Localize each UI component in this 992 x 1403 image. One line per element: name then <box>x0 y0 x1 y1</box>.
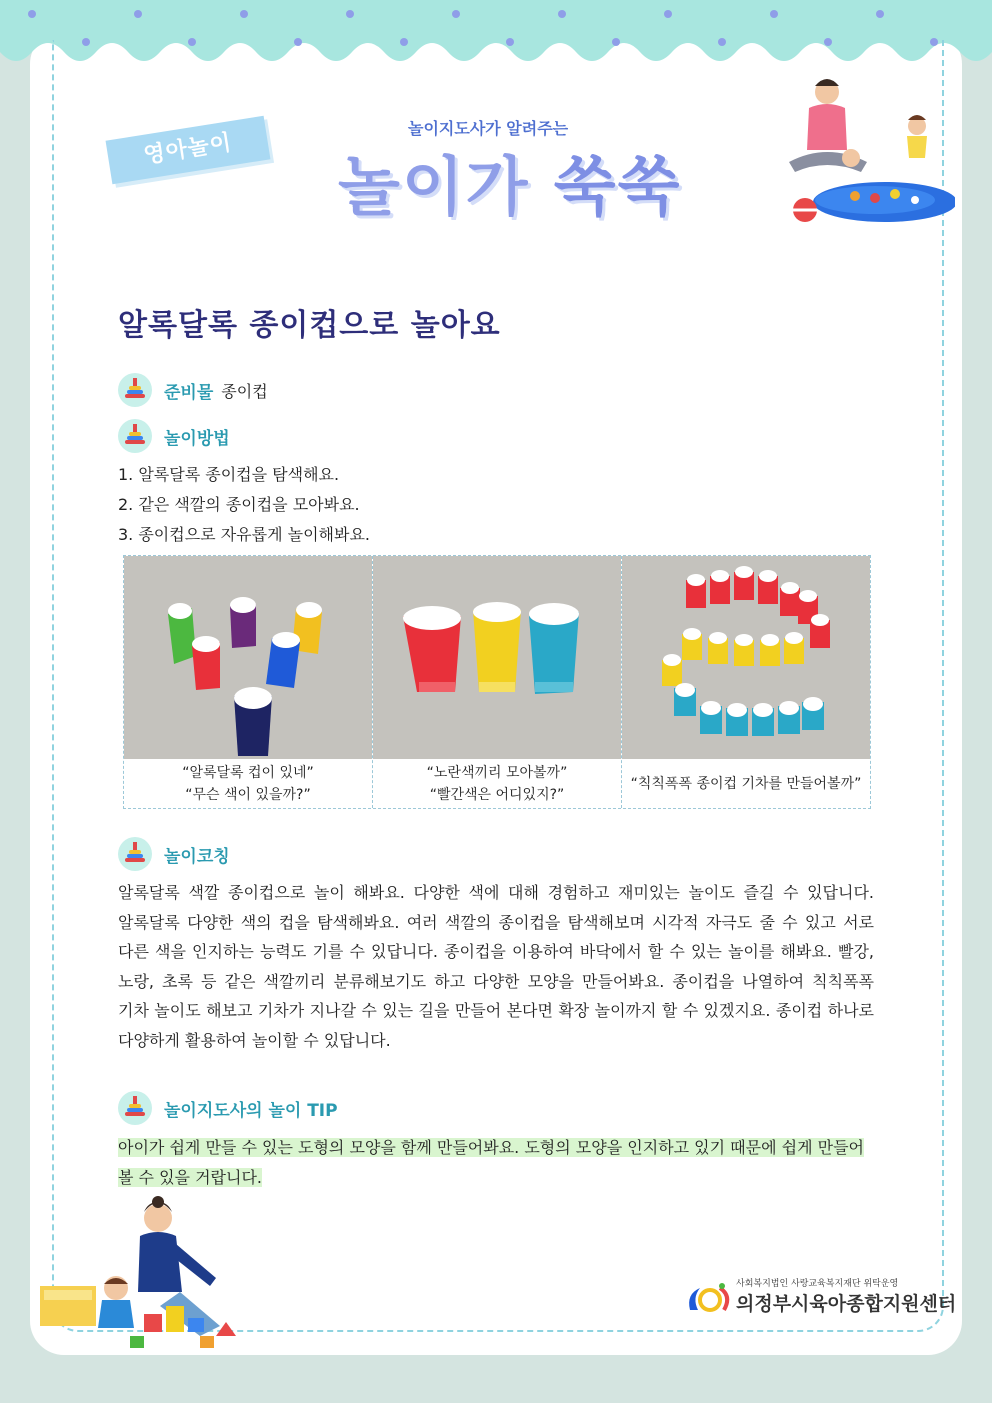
photo-cell <box>622 556 870 808</box>
mother-child-blocks-illustration <box>40 1196 250 1356</box>
tip-label: 놀이지도사의 놀이 TIP <box>164 1100 338 1121</box>
photo-caption: “알록달록 컵이 있네” “무슨 색이 있을까?” <box>182 764 314 803</box>
org-affiliation: 사회복지법인 사랑교육복지재단 위탁운영 <box>736 1279 899 1289</box>
family-play-illustration <box>775 72 955 232</box>
step-item: 2. 같은 색깔의 종이컵을 모아봐요. <box>118 495 360 514</box>
step-item: 3. 종이컵으로 자유롭게 놀이해봐요. <box>118 525 370 544</box>
org-logo-icon <box>684 1280 734 1316</box>
materials-section <box>118 372 268 408</box>
coaching-label: 놀이코칭 <box>164 846 230 867</box>
method-steps <box>118 460 370 550</box>
ring-stacker-icon <box>118 373 152 407</box>
header-subtitle: 놀이지도사가 알려주는 <box>408 119 569 138</box>
photo-table <box>123 555 871 809</box>
ring-stacker-icon <box>118 419 152 453</box>
materials-value: 종이컵 <box>221 381 268 401</box>
scattered-cups-photo <box>124 556 372 759</box>
stacked-cups-photo <box>373 556 621 759</box>
category-tag: 영아놀이 <box>106 116 271 184</box>
coaching-section <box>118 836 230 872</box>
cup-train-photo <box>622 556 870 759</box>
activity-title: 알록달록 종이컵으로 놀아요 <box>118 308 501 343</box>
materials-label: 준비물 <box>164 382 214 403</box>
page-title: 놀이가 쑥쑥 <box>338 151 682 225</box>
method-label: 놀이방법 <box>164 428 230 449</box>
photo-caption: “노란색끼리 모아볼까” “빨간색은 어디있지?” <box>426 764 568 803</box>
coaching-text: 알록달록 색깔 종이컵으로 놀이 해봐요. 다양한 색에 대해 경험하고 재미있는 놀이도 즐길 수 있답니다. 알록달록 다양한 색의 컵을 탐색해봐요. 여러 색깔의 종이컵을 탐색해보며 시각적 자극도 줄 수 있고 서로 다른 색을 인지하는 능력도 기를 수 있답니다. 종이컵을 이용하여 바닥에서 할 수 있는 놀이를 해봐요. 빨강, 노랑, 초록 등 같은 색깔끼리 분류해보기도 하고 다양한 모양을 만들어봐요. 종이컵을 나열하여 칙칙폭폭 기차 놀이도 해보고 기차가 지나갈 수 있는 길을 만들어 본다면 확장 놀이까지 할 수 있겠지요. 종이컵 하나로 다양하게 활용하여 놀이할 수 있답니다. <box>118 883 874 1050</box>
photo-cell <box>373 556 622 808</box>
organization-logo <box>684 1276 956 1316</box>
step-item: 1. 알록달록 종이컵을 탐색해요. <box>118 465 340 484</box>
photo-cell <box>124 556 373 808</box>
tip-text: 아이가 쉽게 만들 수 있는 도형의 모양을 함께 만들어봐요. 도형의 모양을 인지하고 있기 때문에 쉽게 만들어 볼 수 있을 거랍니다. <box>118 1138 864 1187</box>
photo-caption: “칙칙폭폭 종이컵 기차를 만들어볼까” <box>630 775 862 792</box>
ring-stacker-icon <box>118 837 152 871</box>
ring-stacker-icon <box>118 1091 152 1125</box>
tip-section <box>118 1090 338 1126</box>
org-name: 의정부시육아종합지원센터 <box>736 1293 957 1315</box>
method-section <box>118 418 230 454</box>
